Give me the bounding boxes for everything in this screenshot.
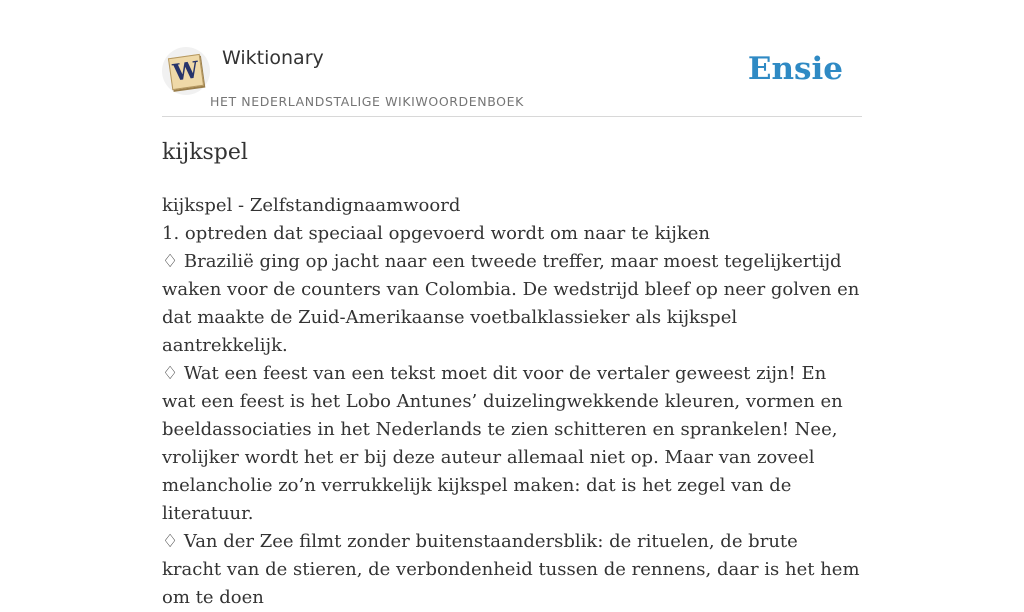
page bbox=[162, 0, 862, 608]
site-subtitle: HET NEDERLANDSTALIGE WIKIWOORDENBOEK bbox=[210, 94, 524, 109]
example-sentence: ♢ Wat een feest van een tekst moet dit voor de vertaler geweest zijn! En wat een feest is het Lobo Antunes’ duizelingwekkende kleuren, vormen en beeldassociaties in het Nederlands te zien schitteren en sprankelen! Nee, vrolijker wordt het er bij deze auteur allemaal niet op. Maar van zoveel melancholie zo’n verrukkelijk kijkspel maken: dat is het zegel van de literatuur. bbox=[162, 363, 843, 524]
example-sentence: ♢ Brazilië ging op jacht naar een tweede treffer, maar moest tegelijkertijd waken voor de counters van Colombia. De wedstrijd bleef op neer golven en dat maakte de Zuid-Amerikaanse voetbalklassieker als kijkspel aantrekkelijk. bbox=[162, 251, 860, 356]
definition: 1. optreden dat speciaal opgevoerd wordt om naar te kijken bbox=[162, 223, 711, 244]
site-name[interactable]: Wiktionary bbox=[222, 47, 324, 69]
site-header bbox=[162, 0, 862, 117]
wiktionary-logo-icon: W bbox=[168, 54, 204, 90]
entry-title: kijkspel bbox=[162, 140, 248, 165]
ensie-logo-link[interactable]: Ensie bbox=[747, 51, 843, 87]
entry-content bbox=[162, 192, 862, 612]
example-sentence: ♢ Van der Zee filmt zonder buitenstaandersblik: de rituelen, de brute kracht van de stieren, de verbondenheid tussen de rennens, daar is het hem om te doen bbox=[162, 531, 860, 608]
part-of-speech-line: kijkspel - Zelfstandignaamwoord bbox=[162, 195, 461, 216]
wiktionary-logo[interactable] bbox=[162, 47, 210, 95]
